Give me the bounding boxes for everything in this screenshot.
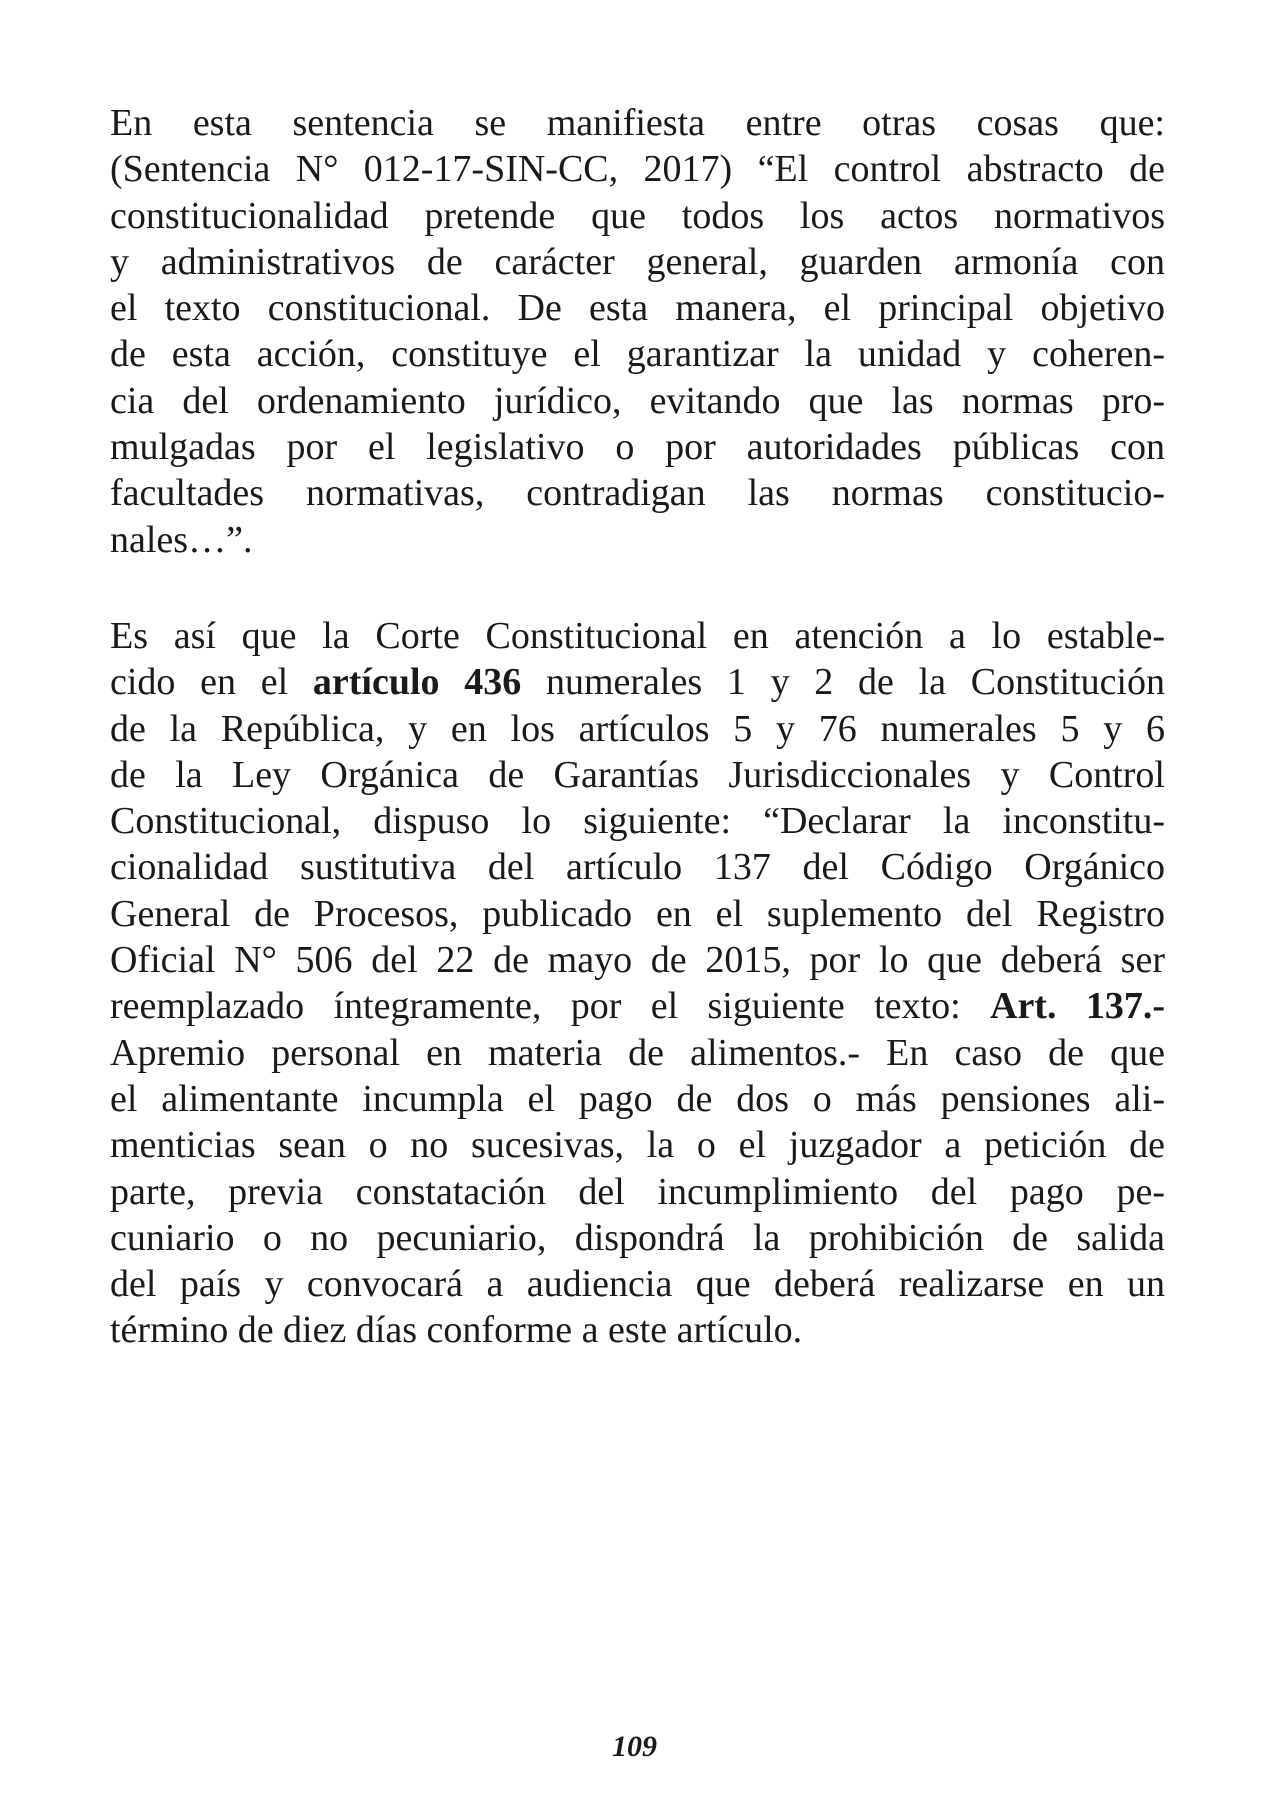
text-segment: cuniario o no pecuniario, dispondrá la prohibición de salida bbox=[110, 1216, 1165, 1259]
text-segment: facultades normativas, contradigan las normas constitucio- bbox=[110, 472, 1165, 515]
text-line bbox=[110, 1030, 1165, 1076]
text-segment: y administrativos de carácter general, guarden armonía con bbox=[110, 240, 1165, 283]
text-segment: Apremio personal en materia de alimentos.- En caso de que bbox=[110, 1031, 1165, 1074]
text-segment: reemplazado íntegramente, por el siguiente texto: bbox=[110, 985, 990, 1028]
text-line bbox=[110, 1076, 1165, 1122]
text-line bbox=[110, 424, 1165, 470]
text-segment: (Sentencia N° 012-17-SIN-CC, 2017) “El control abstracto de bbox=[110, 148, 1165, 191]
text-segment: parte, previa constatación del incumplimiento del pago pe- bbox=[110, 1170, 1165, 1213]
text-segment: numerales 1 y 2 de la Constitución bbox=[521, 661, 1165, 704]
text-line bbox=[110, 285, 1165, 331]
text-line bbox=[110, 1307, 1165, 1353]
text-segment: Es así que la Corte Constitucional en atención a lo estable- bbox=[110, 614, 1165, 657]
text-line bbox=[110, 239, 1165, 285]
text-line bbox=[110, 613, 1165, 659]
bold-text: artículo 436 bbox=[312, 661, 522, 704]
text-segment: nales…”. bbox=[110, 518, 253, 561]
text-segment: de la República, y en los artículos 5 y 76 numerales 5 y 6 bbox=[110, 707, 1165, 750]
text-line bbox=[110, 937, 1165, 983]
text-line bbox=[110, 752, 1165, 798]
text-line bbox=[110, 1169, 1165, 1215]
text-line bbox=[110, 798, 1165, 844]
text-line bbox=[110, 331, 1165, 377]
text-line bbox=[110, 378, 1165, 424]
text-line bbox=[110, 983, 1165, 1029]
paragraph bbox=[110, 613, 1165, 1354]
body-text bbox=[110, 100, 1165, 1404]
text-segment: el alimentante incumpla el pago de dos o más pensiones ali- bbox=[110, 1077, 1165, 1120]
text-line bbox=[110, 1215, 1165, 1261]
paragraph bbox=[110, 100, 1165, 563]
text-segment: constitucionalidad pretende que todos los actos normativos bbox=[110, 194, 1165, 237]
text-segment: Constitucional, dispuso lo siguiente: “Declarar la inconstitu- bbox=[110, 800, 1165, 843]
text-line bbox=[110, 100, 1165, 146]
text-segment: cia del ordenamiento jurídico, evitando que las normas pro- bbox=[110, 379, 1165, 422]
text-line bbox=[110, 844, 1165, 890]
text-line bbox=[110, 659, 1165, 705]
text-line bbox=[110, 891, 1165, 937]
text-line bbox=[110, 193, 1165, 239]
bold-text: Art. 137.- bbox=[990, 985, 1165, 1028]
text-line bbox=[110, 517, 1165, 563]
text-segment: el texto constitucional. De esta manera, el principal objetivo bbox=[110, 287, 1165, 330]
text-line bbox=[110, 1122, 1165, 1168]
text-segment: de la Ley Orgánica de Garantías Jurisdiccionales y Control bbox=[110, 753, 1165, 796]
text-segment: mulgadas por el legislativo o por autoridades públicas con bbox=[110, 426, 1165, 469]
text-line bbox=[110, 1261, 1165, 1307]
text-line bbox=[110, 146, 1165, 192]
text-segment: cido en el bbox=[110, 661, 313, 704]
text-segment: General de Procesos, publicado en el suplemento del Registro bbox=[110, 892, 1165, 935]
page-number: 109 bbox=[612, 1730, 657, 1763]
text-segment: En esta sentencia se manifiesta entre otras cosas que: bbox=[110, 102, 1165, 144]
text-segment: cionalidad sustitutiva del artículo 137 del Código Orgánico bbox=[110, 846, 1165, 889]
text-segment: Oficial N° 506 del 22 de mayo de 2015, por lo que deberá ser bbox=[110, 939, 1165, 982]
text-segment: de esta acción, constituye el garantizar la unidad y coheren- bbox=[110, 333, 1165, 376]
text-segment: término de diez días conforme a este artículo. bbox=[110, 1309, 803, 1352]
text-segment: menticias sean o no sucesivas, la o el juzgador a petición de bbox=[110, 1124, 1165, 1167]
text-segment: del país y convocará a audiencia que deberá realizarse en un bbox=[110, 1263, 1165, 1306]
text-line bbox=[110, 706, 1165, 752]
text-line bbox=[110, 470, 1165, 516]
